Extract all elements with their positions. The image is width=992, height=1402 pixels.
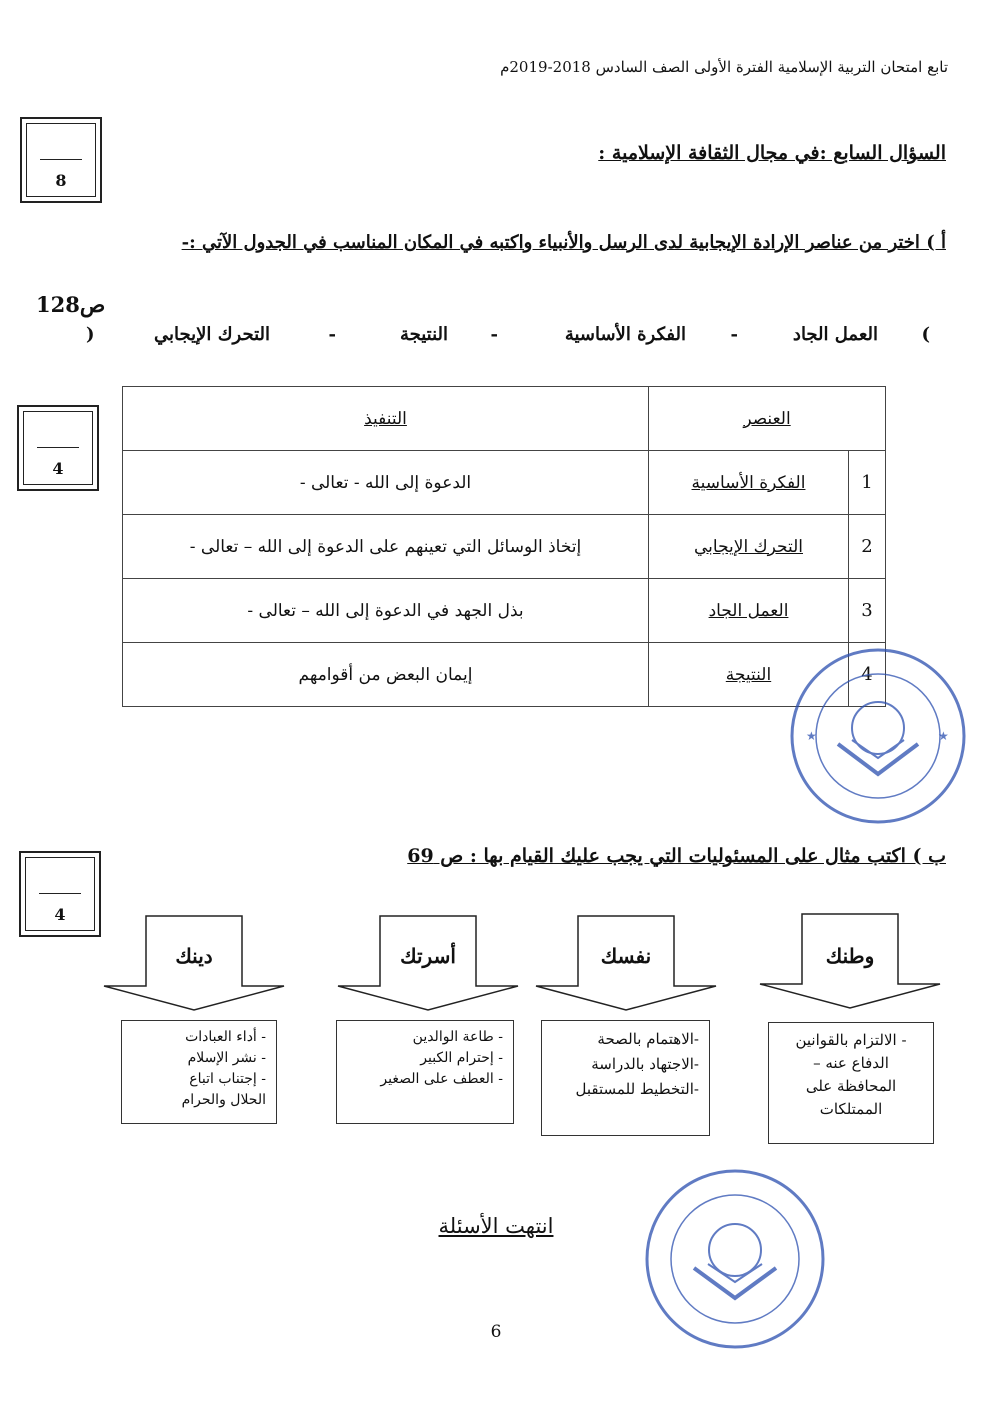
answer-card-family <box>336 1020 514 1124</box>
end-of-questions <box>0 1214 992 1238</box>
score-box-question <box>20 117 102 203</box>
list-item: - طاعة الوالدين <box>412 1029 503 1045</box>
option-2: الفكرة الأساسية <box>564 324 686 345</box>
ministry-seal-icon <box>786 644 970 828</box>
option-separator: - <box>730 324 738 345</box>
answer-card-religion <box>121 1020 277 1124</box>
svg-text:★: ★ <box>938 729 949 743</box>
column-label-homeland: وطنك <box>825 944 875 968</box>
option-4: التحرك الإيجابي <box>154 324 270 345</box>
row-number: 2 <box>849 515 886 579</box>
score-value: 8 <box>55 171 67 190</box>
page-number: 6 <box>490 1322 502 1342</box>
list-item: - العطف على الصغير <box>380 1071 503 1087</box>
score-box-part-b <box>19 851 101 937</box>
row-execution: بذل الجهد في الدعوة إلى الله – تعالى - <box>123 579 649 643</box>
row-execution: إتخاذ الوسائل التي تعينهم على الدعوة إلى الله – تعالى - <box>123 515 649 579</box>
row-execution: إيمان البعض من أقوامهم <box>123 643 649 707</box>
answer-card-self <box>541 1020 710 1136</box>
list-item: - الالتزام بالقوانين <box>795 1031 907 1049</box>
list-item: - نشر الإسلام <box>187 1050 266 1066</box>
list-item: الممتلكات <box>819 1100 883 1118</box>
list-item: -الاجتهاد بالدراسة <box>591 1055 699 1073</box>
elements-table <box>122 386 886 707</box>
option-separator: - <box>490 324 498 345</box>
row-number: 1 <box>849 451 886 515</box>
list-item: الحلال والحرام <box>181 1092 266 1108</box>
row-element: الفكرة الأساسية <box>649 451 849 515</box>
row-number: 4 <box>849 643 886 707</box>
row-execution: الدعوة إلى الله - تعالى - <box>123 451 649 515</box>
option-separator: - <box>328 324 336 345</box>
list-item: الدفاع عنه – <box>813 1054 889 1072</box>
column-label-religion: دينك <box>175 944 213 968</box>
list-item: -الاهتمام بالصحة <box>597 1030 699 1048</box>
table-row <box>123 643 886 707</box>
part-a-instruction: أ ) اختر من عناصر الإرادة الإيجابية لدى الرسل والأنبياء واكتبه في المكان المناسب في الجدول الآتي :- <box>181 232 946 253</box>
question-title: السؤال السابع :في مجال الثقافة الإسلامية : <box>598 142 946 164</box>
list-item: - أداء العبادات <box>185 1029 266 1045</box>
page-reference: ص128 <box>36 292 106 317</box>
answer-card-homeland <box>768 1022 934 1144</box>
exam-header: تابع امتحان التربية الإسلامية الفترة الأولى الصف السادس 2018-2019م <box>500 58 948 76</box>
table-row <box>123 451 886 515</box>
score-box-part-a <box>17 405 99 491</box>
row-number: 3 <box>849 579 886 643</box>
row-element: النتيجة <box>649 643 849 707</box>
list-item: - إجتناب اتباع <box>189 1071 266 1087</box>
option-1: العمل الجاد <box>792 324 878 345</box>
row-element: التحرك الإيجابي <box>649 515 849 579</box>
table-row <box>123 579 886 643</box>
table-header-row <box>123 387 886 451</box>
list-item: - إحترام الكبير <box>420 1050 503 1066</box>
score-value: 4 <box>54 905 66 924</box>
end-of-questions-text: انتهت الأسئلة <box>438 1214 554 1238</box>
part-b-instruction: ب ) اكتب مثال على المسئوليات التي يجب عليك القيام بها : ص 69 <box>407 845 946 867</box>
list-item: -التخطيط للمستقبل <box>575 1080 699 1098</box>
svg-text:★: ★ <box>806 729 817 743</box>
header-execution: التنفيذ <box>123 387 649 451</box>
header-element: العنصر <box>649 387 886 451</box>
column-label-self: نفسك <box>600 944 652 968</box>
options-close-paren: ) <box>86 324 95 345</box>
row-element: العمل الجاد <box>649 579 849 643</box>
table-row <box>123 515 886 579</box>
column-label-family: أسرتك <box>400 944 456 968</box>
option-3: النتيجة <box>399 324 448 345</box>
score-value: 4 <box>52 459 64 478</box>
list-item: المحافظة على <box>805 1077 897 1095</box>
options-open-paren: ( <box>921 324 930 345</box>
